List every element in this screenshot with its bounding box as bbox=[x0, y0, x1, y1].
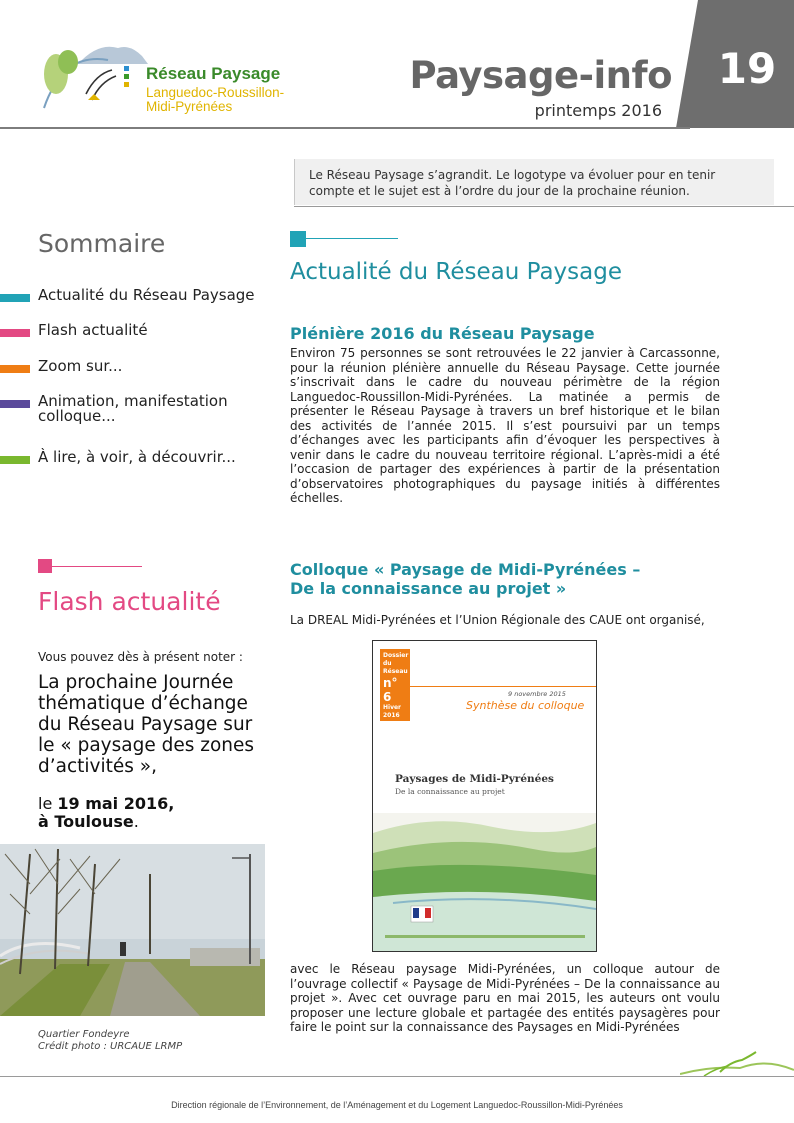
booklet-tag-num: n° 6 bbox=[383, 676, 398, 704]
article1-body: Environ 75 personnes se sont retrouvées le 22 janvier à Carcassonne, pour la réunion plénière annuelle du Réseau Paysage. Cette journée s’inscrivait dans le cadre du nouveau périmètre de la région Languedoc-Roussillon-Midi-Pyrénées. La matinée a permis de présenter le Réseau Paysage à travers un bref historique et le bilan des activités de l’année 2015. Il s’est poursuivi par un temps d’échanges avec les participants afin d’évoquer les perspectives à venir dans le cadre du nouveau territoire régional. L’après-midi a été l’occasion de partager des expériences à partir de la présentation d’observatoires photographiques du paysage initiés à différentes échelles. bbox=[290, 346, 720, 505]
sommaire-item bbox=[0, 359, 260, 393]
booklet-rule bbox=[410, 686, 596, 687]
logo-region-line1: Languedoc-Roussillon- bbox=[146, 85, 285, 100]
article2-title-line1: Colloque « Paysage de Midi-Pyrénées – bbox=[290, 560, 641, 579]
flash-place: à Toulouse bbox=[38, 812, 134, 831]
photo-quartier-fondeyre bbox=[0, 844, 265, 1016]
sommaire-item bbox=[0, 394, 260, 428]
booklet-tag-year: 2016 bbox=[383, 712, 400, 719]
sommaire-item-label: Actualité du Réseau Paysage bbox=[38, 286, 255, 304]
issue-number: 19 bbox=[717, 44, 777, 93]
flash-note: Vous pouvez dès à présent noter : bbox=[38, 650, 243, 664]
flash-date-bold: 19 mai 2016, bbox=[57, 794, 175, 813]
flash-marker-line bbox=[52, 566, 142, 567]
mountain-shape bbox=[78, 47, 148, 64]
sommaire-item-label: À lire, à voir, à découvrir... bbox=[38, 448, 236, 466]
intro-box: Le Réseau Paysage s’agrandit. Le logotype va évoluer pour en tenir compte et le sujet est à l’ordre du jour de la prochaine réunion. bbox=[294, 159, 774, 205]
reseau-paysage-logo bbox=[38, 34, 148, 110]
caption-place: Quartier Fondeyre bbox=[38, 1029, 130, 1040]
flash-date-prefix: le bbox=[38, 794, 58, 813]
sommaire-color-bar bbox=[0, 365, 30, 373]
booklet-landscape-art bbox=[373, 813, 596, 951]
section-marker-line bbox=[306, 238, 398, 239]
booklet-subtitle: De la connaissance au projet bbox=[395, 787, 505, 796]
sommaire-item bbox=[0, 323, 260, 357]
article2-intro: La DREAL Midi-Pyrénées et l’Union Régionale des CAUE ont organisé, bbox=[290, 613, 705, 627]
flash-announcement: La prochaine Journée thématique d’échange du Réseau Paysage sur le « paysage des zones d’activités », bbox=[38, 672, 255, 777]
booklet-tag-line2: du Réseau bbox=[383, 660, 408, 675]
article1-title: Plénière 2016 du Réseau Paysage bbox=[290, 324, 595, 343]
flash-title: Flash actualité bbox=[38, 587, 221, 616]
article2-body: avec le Réseau paysage Midi-Pyrénées, un colloque autour de l’ouvrage collectif « Paysage de Midi-Pyrénées – De la connaissance au projet ». Avec cet ouvrage paru en mai 2015, les auteurs ont voulu proposer une lecture globale et partagée des entités paysagères pour faire le point sur la connaissance des Paysages en Midi-Pyrénées bbox=[290, 962, 720, 1034]
booklet-tag-line3: Hiver bbox=[383, 704, 402, 711]
photo-caption bbox=[38, 1029, 182, 1053]
sommaire-color-bar bbox=[0, 329, 30, 337]
section-title: Actualité du Réseau Paysage bbox=[290, 259, 622, 285]
booklet-title: Paysages de Midi-Pyrénées bbox=[395, 773, 554, 785]
sommaire-item-label: Flash actualité bbox=[38, 321, 148, 339]
flash-marker bbox=[38, 559, 52, 573]
sommaire-item bbox=[0, 450, 260, 484]
sommaire-item bbox=[0, 288, 260, 322]
article2-title-line2: De la connaissance au projet » bbox=[290, 579, 567, 598]
flash-date bbox=[38, 795, 268, 831]
booklet-cover-image bbox=[372, 640, 597, 952]
logo-name: Réseau Paysage bbox=[146, 64, 281, 83]
booklet-synth: Synthèse du colloque bbox=[466, 699, 585, 712]
sommaire-title: Sommaire bbox=[38, 229, 166, 258]
flash-place-suffix: . bbox=[133, 812, 139, 831]
sommaire-color-bar bbox=[0, 400, 30, 408]
logo-region bbox=[146, 86, 284, 114]
caption-credit: Crédit photo : URCAUE LRMP bbox=[38, 1041, 183, 1052]
booklet-tag-line1: Dossier bbox=[383, 652, 409, 659]
article2-title bbox=[290, 560, 640, 598]
logo-region-line2: Midi-Pyrénées bbox=[146, 99, 233, 114]
publication-title: Paysage-info bbox=[409, 54, 672, 97]
season-label: printemps 2016 bbox=[534, 101, 662, 120]
footer-text: Direction régionale de l’Environnement, de l’Aménagement et du Logement Languedoc-Roussillon-Midi-Pyrénées bbox=[171, 1100, 623, 1110]
footer-landscape-icon bbox=[680, 1046, 794, 1078]
sommaire-item-label: Animation, manifestation colloque... bbox=[38, 392, 228, 425]
intro-divider bbox=[294, 206, 794, 207]
sommaire-color-bar bbox=[0, 456, 30, 464]
sommaire-item-label: Zoom sur... bbox=[38, 357, 123, 375]
footer-divider bbox=[0, 1076, 794, 1077]
booklet-date: 9 novembre 2015 bbox=[508, 690, 566, 698]
booklet-tag bbox=[380, 649, 410, 721]
header-divider bbox=[0, 127, 690, 129]
section-marker bbox=[290, 231, 306, 247]
sommaire-color-bar bbox=[0, 294, 30, 302]
